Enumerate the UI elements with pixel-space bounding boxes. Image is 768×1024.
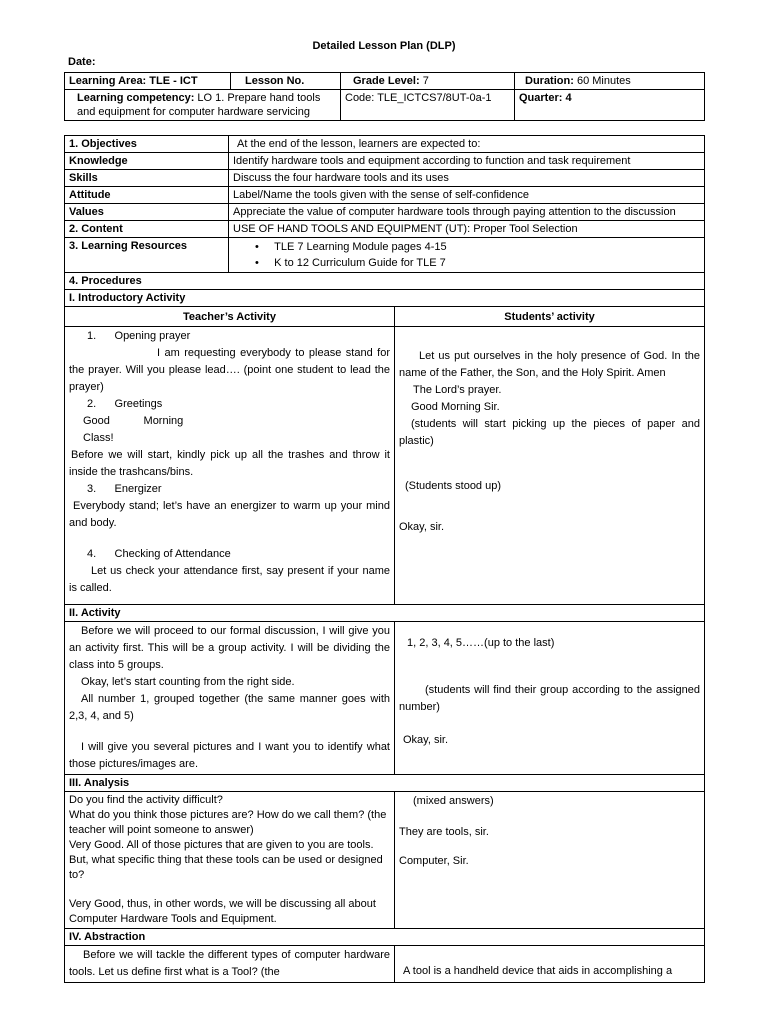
student-okay-2: Okay, sir. <box>403 734 449 746</box>
spacer <box>399 947 700 963</box>
lesson-table <box>64 135 705 983</box>
resource-item: • K to 12 Curriculum Guide for TLE 7 <box>255 257 446 269</box>
activity-label: II. Activity <box>65 605 705 622</box>
resource-item-text: K to 12 Curriculum Guide for TLE 7 <box>274 257 446 269</box>
procedures-label: 4. Procedures <box>65 273 705 290</box>
student-activity-header: Students’ activity <box>395 307 705 327</box>
spacer <box>399 841 700 853</box>
spacer <box>399 623 700 635</box>
learning-area: Learning Area: TLE - ICT <box>65 73 231 90</box>
student-stood-up: (Students stood up) <box>405 480 502 492</box>
date-label: Date: <box>68 56 96 68</box>
analysis-q3: Very Good. All of those pictures that are given to you are tools. But, what specific thing that these tools can be used or designed to? <box>69 839 383 881</box>
attendance-text: Let us check your attendance first, say present if your name is called. <box>69 565 390 594</box>
spacer <box>399 450 700 478</box>
duration-label: Duration: <box>525 75 574 87</box>
objectives-text: At the end of the lesson, learners are expected to: <box>229 136 705 153</box>
grade-level <box>341 73 515 90</box>
student-find-group: (students will find their group according to the assigned number) <box>399 684 700 713</box>
document-title: Detailed Lesson Plan (DLP) <box>312 40 456 52</box>
student-greeting: Good Morning Sir. <box>411 401 500 413</box>
competency-text: LO 1. Prepare hand tools and equipment for computer hardware servicing <box>77 92 321 118</box>
skills-label: Skills <box>65 170 229 187</box>
spacer <box>69 532 390 546</box>
abstraction-teacher-cell <box>65 946 395 983</box>
spacer <box>399 810 700 824</box>
grade-level-label: Grade Level: <box>353 75 420 87</box>
spacer <box>399 652 700 682</box>
analysis-q1: Do you find the activity difficult? <box>69 794 223 806</box>
opening-prayer-heading: 1. Opening prayer <box>87 330 191 342</box>
knowledge-label: Knowledge <box>65 153 229 170</box>
intro-teacher-cell <box>65 327 395 605</box>
energizer-text: Everybody stand; let’s have an energizer to warm up your mind and body. <box>69 500 390 529</box>
student-counting: 1, 2, 3, 4, 5……(up to the last) <box>407 637 555 649</box>
analysis-student-cell <box>395 792 705 929</box>
content-text: USE OF HAND TOOLS AND EQUIPMENT (UT): Proper Tool Selection <box>229 221 705 238</box>
student-computer: Computer, Sir. <box>399 855 469 867</box>
intro-student-cell <box>395 327 705 605</box>
greetings-text: Good Morning <box>83 415 184 427</box>
resources-label: 3. Learning Resources <box>65 238 229 273</box>
resources-list <box>229 238 705 273</box>
spacer <box>69 883 390 897</box>
learning-competency <box>65 90 341 121</box>
analysis-label: III. Analysis <box>65 775 705 792</box>
quarter: Quarter: 4 <box>515 90 705 121</box>
opening-prayer-text: I am requesting everybody to please stand for the prayer. Will you please lead…. (point one student to lead the prayer) <box>69 347 390 393</box>
grade-level-value: 7 <box>419 75 429 87</box>
student-tools: They are tools, sir. <box>399 826 489 838</box>
greetings-class: Class! <box>83 432 114 444</box>
attitude-label: Attitude <box>65 187 229 204</box>
student-mixed-answers: (mixed answers) <box>413 795 494 807</box>
teacher-activity-header: Teacher’s Activity <box>65 307 395 327</box>
abstraction-text: Before we will tackle the different types of computer hardware tools. Let us define first what is a Tool? (the <box>69 949 390 978</box>
duration <box>515 73 705 90</box>
values-text: Appreciate the value of computer hardware tools through paying attention to the discussion <box>229 204 705 221</box>
activity-student-cell <box>395 622 705 775</box>
spacer <box>399 716 700 732</box>
spacer <box>399 328 700 348</box>
trash-instruction: Before we will start, kindly pick up all the trashes and throw it inside the trashcans/bins. <box>69 449 390 478</box>
student-okay: Okay, sir. <box>399 521 445 533</box>
activity-grouping: All number 1, grouped together (the same manner goes with 2,3, 4, and 5) <box>69 693 390 722</box>
analysis-conclusion: Very Good, thus, in other words, we will be discussing all about Computer Hardware Tools and Equipment. <box>69 898 376 925</box>
student-trash: (students will start picking up the pieces of paper and plastic) <box>399 418 700 447</box>
values-label: Values <box>65 204 229 221</box>
header-table <box>64 72 705 121</box>
student-prayer: Let us put ourselves in the holy presence of God. In the name of the Father, the Son, and the Holy Spirit. Amen <box>399 350 700 379</box>
content-label: 2. Content <box>65 221 229 238</box>
resource-item-text: TLE 7 Learning Module pages 4-15 <box>274 241 447 253</box>
knowledge-text: Identify hardware tools and equipment according to function and task requirement <box>229 153 705 170</box>
abstraction-label: IV. Abstraction <box>65 929 705 946</box>
skills-text: Discuss the four hardware tools and its uses <box>229 170 705 187</box>
activity-intro: Before we will proceed to our formal discussion, I will give you an activity first. This will be a group activity. I will be dividing the class into 5 groups. <box>69 625 390 671</box>
attitude-text: Label/Name the tools given with the sense of self-confidence <box>229 187 705 204</box>
student-lords-prayer: The Lord’s prayer. <box>413 384 502 396</box>
spacer <box>69 725 390 739</box>
activity-teacher-cell <box>65 622 395 775</box>
lesson-no: Lesson No. <box>231 73 341 90</box>
competency-label: Learning competency: <box>77 92 195 104</box>
activity-counting: Okay, let’s start counting from the right side. <box>81 676 295 688</box>
attendance-heading: 4. Checking of Attendance <box>87 548 231 560</box>
activity-pictures: I will give you several pictures and I want you to identify what those pictures/images are. <box>69 741 390 770</box>
abstraction-student-cell <box>395 946 705 983</box>
intro-activity-label: I. Introductory Activity <box>65 290 705 307</box>
duration-value: 60 Minutes <box>573 75 631 87</box>
analysis-q2: What do you think those pictures are? How do we call them? (the teacher will point someone to answer) <box>69 809 387 836</box>
spacer <box>399 495 700 519</box>
objectives-label: 1. Objectives <box>65 136 229 153</box>
greetings-heading: 2. Greetings <box>87 398 163 410</box>
student-tool-definition: A tool is a handheld device that aids in accomplishing a <box>403 965 673 977</box>
code: Code: TLE_ICTCS7/8UT-0a-1 <box>341 90 515 121</box>
energizer-heading: 3. Energizer <box>87 483 162 495</box>
resource-item: • TLE 7 Learning Module pages 4-15 <box>255 241 447 253</box>
analysis-teacher-cell <box>65 792 395 929</box>
